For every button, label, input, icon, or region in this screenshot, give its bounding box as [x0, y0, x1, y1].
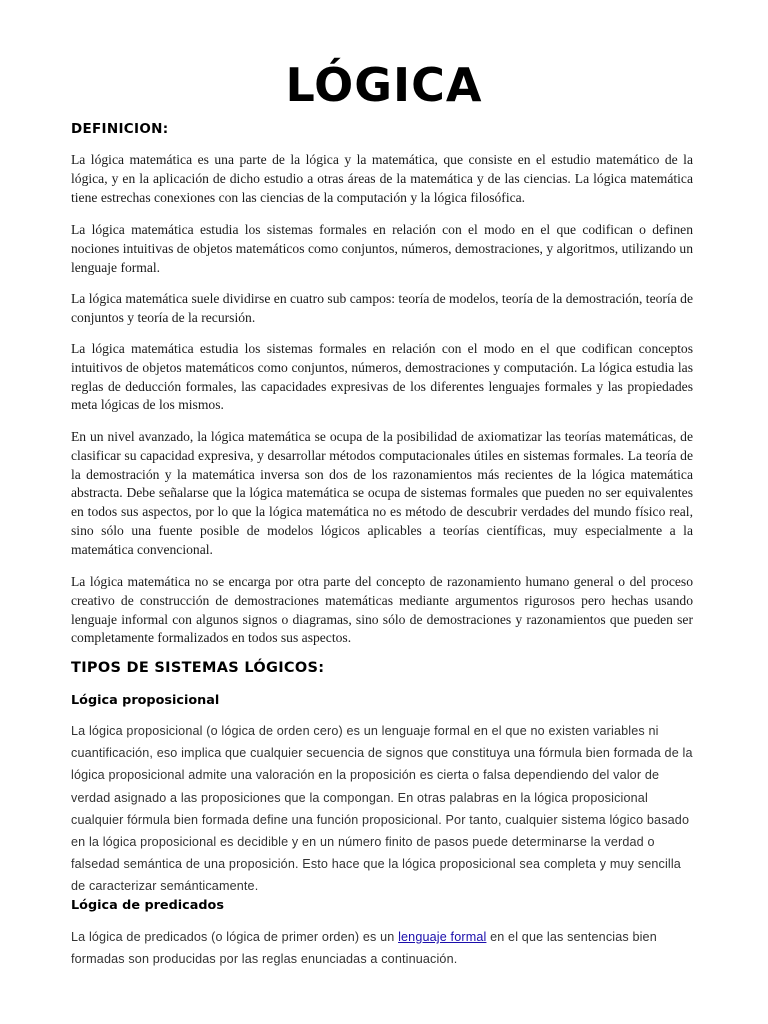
predicados-text-after: en el que las sentencias bien formadas son producidas por las reglas enunciadas a continuación. — [71, 930, 657, 967]
paragraph-subfields: La lógica matemática suele dividirse en cuatro sub campos: teoría de modelos, teoría de la demostración, teoría de conjuntos y teoría de la recursión. — [71, 291, 693, 325]
tipos-heading: TIPOS DE SISTEMAS LÓGICOS: — [71, 660, 325, 676]
predicados-text-before: La lógica de predicados (o lógica de primer orden) es un — [71, 930, 399, 944]
proposicional-paragraph: La lógica proposicional (o lógica de orden cero) es un lenguaje formal en el que no existen variables ni cuantificación, eso implica que cualquier secuencia de signos que constituya una fórmula bien formada de la lógica proposicional admite una valoración en la proposición es cierta o falsa dependiendo del valor de verdad asignado a las proposiciones que la compongan. En otras palabras en la lógica proposicional cualquier fórmula bien formada define una función proposicional. Por tanto, cualquier sistema lógico basado en la lógica proposicional es decidible y en un número finito de pasos puede determinarse la verdad o falsedad semántica de una proposición. Esto hace que la lógica proposicional sea completa y muy sencilla de caracterizar semánticamente. — [71, 724, 693, 894]
paragraph-definition: La lógica matemática es una parte de la lógica y la matemática, que consiste en el estudio matemático de la lógica, y en la aplicación de dicho estudio a otras áreas de la matemática y de las ciencias. La lógica matemática tiene estrechas conexiones con las ciencias de la computación y la lógica filosófica. — [71, 152, 693, 205]
paragraph-formal-systems: La lógica matemática estudia los sistemas formales en relación con el modo en el que codifican o definen nociones intuitivas de objetos matemáticos como conjuntos, números, demostraciones, y algoritmos, utilizando un lenguaje formal. — [71, 222, 693, 275]
definicion-heading: DEFINICION: — [71, 121, 169, 137]
paragraph-human-reasoning: La lógica matemática no se encarga por otra parte del concepto de razonamiento humano general o del proceso creativo de construcción de demostraciones matemáticas mediante argumentos rigurosos pero hechas usando lenguaje informal con algunos signos o diagramas, sino sólo de demostraciones y razonamientos que pueden ser completamente formalizados en todos sus aspectos. — [71, 574, 693, 646]
predicados-heading: Lógica de predicados — [71, 898, 224, 913]
page-title: LÓGICA — [285, 58, 483, 112]
proposicional-heading: Lógica proposicional — [71, 693, 220, 708]
paragraph-deduction-rules: La lógica matemática estudia los sistemas formales en relación con el modo en el que codifican conceptos intuitivos de objetos matemáticos como conjuntos, números, demostraciones y computación. La lógica estudia las reglas de deducción formales, las capacidades expresivas de los diferentes lenguajes formales y las propiedades meta lógicas de los mismos. — [71, 341, 693, 413]
predicados-paragraph — [71, 926, 696, 970]
paragraph-advanced-level: En un nivel avanzado, la lógica matemática se ocupa de la posibilidad de axiomatizar las teorías matemáticas, de clasificar su capacidad expresiva, y desarrollar métodos computacionales útiles en sistemas formales. La teoría de la demostración y la matemática inversa son dos de los razonamientos más recientes de la lógica matemática abstracta. Debe señalarse que la lógica matemática se ocupa de sistemas formales que pueden no ser equivalentes en todos sus aspectos, por lo que la lógica matemática no es método de descubrir verdades del mundo físico real, sino sólo una fuente posible de modelos lógicos aplicables a teorías científicas, muy especialmente a la matemática convencional. — [71, 429, 693, 557]
lenguaje-formal-link[interactable]: lenguaje formal — [398, 930, 487, 944]
